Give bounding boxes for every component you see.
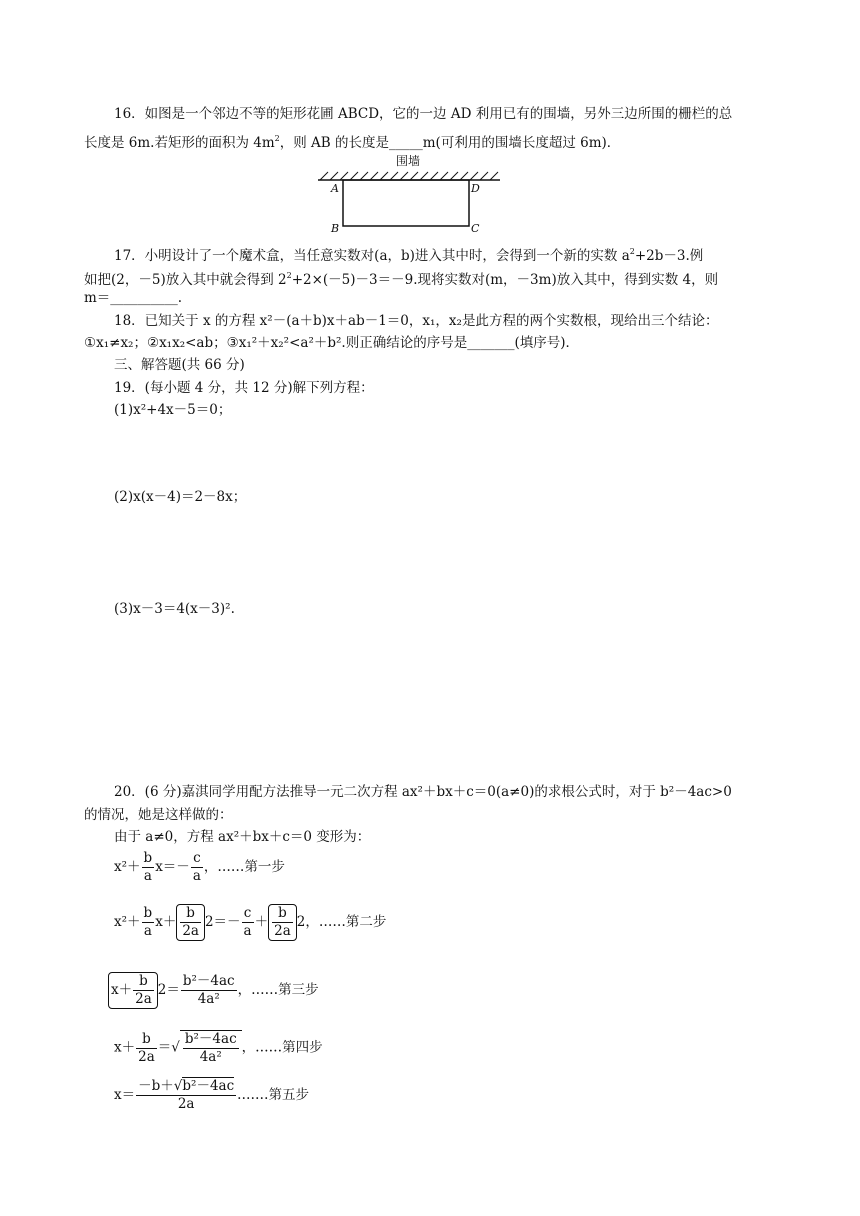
q16-text-b: ，则 AB 的长度是_____m(可利用的围墙长度超过 6m)． (279, 135, 621, 151)
step5-equation: x＝ $\frac{\text{－b＋√b²－4ac}}{2a}$ .……第五步 (114, 1078, 309, 1112)
q17-line2 (84, 266, 718, 290)
q16-line2 (84, 129, 620, 153)
step1-label: ……第一步 (217, 859, 285, 875)
step1-equation: x²＋ $\frac{b}{a}$ x＝－ $\frac{c}{a}$ ，……第一步 (114, 850, 285, 884)
q19-part3: (3)x－3＝4(x－3)². (114, 601, 235, 617)
q16-figure (310, 152, 510, 234)
q19-part1: (1)x²+4x－5＝0； (114, 402, 232, 418)
step2-label: ……第二步 (318, 914, 387, 930)
point-a-label: A (331, 182, 339, 195)
q17-text-d: +2×(－5)－3＝－9.现将实数对(m，－3m)放入其中，得到实数 4，则 (291, 272, 719, 288)
q19-heading: 19．(每小题 4 分，共 12 分)解下列方程： (114, 380, 374, 396)
q17-sup-2: 2 (286, 271, 292, 280)
section-heading: 三、解答题(共 66 分) (114, 357, 245, 373)
q17-line1 (114, 242, 703, 266)
q18-line1: 18．已知关于 x 的方程 x²－(a＋b)x＋ab－1＝0，x₁，x₂是此方程的两个实数根，现给出三个结论： (114, 313, 719, 329)
step4-equation: x＋ $\frac{b}{2a}$ ＝√ $\frac{\text{b²－4ac}}{\text{4a²}}$ ，……第四步 (114, 1030, 323, 1065)
point-c-label: C (471, 222, 480, 234)
step4-label: ……第四步 (255, 1039, 323, 1056)
q17-text-c: 如把(2，－5)放入其中就会得到 2 (84, 272, 287, 288)
point-d-label: D (471, 182, 480, 195)
q17-line3: m＝__________. (84, 290, 183, 306)
step2-equation: x²＋ $\frac{b}{a}$ x＋ $\frac{b}{2a}$ 2＝－ $\frac{c}{a}$ ＋ $\frac{b}{2a}$ 2，……第二步 (114, 905, 387, 939)
q16-sup: 2 (274, 134, 280, 143)
step3-equation: x＋ $\frac{b}{2a}$ 2＝ $\frac{\text{b²－4ac}}{\text{4a²}}$ ，……第三步 (108, 972, 319, 1009)
q20-line2: 的情况，她是这样做的： (84, 807, 233, 823)
q18-line2: ①x₁≠x₂；②x₁x₂<ab；③x₁²＋x₂²<a²＋b².则正确结论的序号是_______(填序号)． (84, 335, 579, 351)
q16-line1: 16．如图是一个邻边不等的矩形花圃 ABCD，它的一边 AD 利用已有的围墙，另外三边所围的栅栏的总 (114, 106, 733, 122)
rectangle-abcd (343, 180, 469, 226)
step3-label: ……第三步 (251, 982, 319, 998)
point-b-label: B (331, 222, 340, 234)
q20-line1: 20．(6 分)嘉淇同学用配方法推导一元二次方程 ax²＋bx＋c＝0(a≠0)的求根公式时，对于 b²－4ac>0 (114, 784, 732, 800)
q16-text-a: 长度是 6m.若矩形的面积为 4m (84, 135, 275, 151)
q17-text-b: +2b－3.例 (634, 248, 704, 264)
wall-label: 围墙 (396, 154, 421, 168)
q17-text-a: 17．小明设计了一个魔术盒，当任意实数对(a，b)进入其中时，会得到一个新的实数 a (114, 248, 630, 264)
q17-sup-1: 2 (629, 247, 635, 256)
step5-label: ……第五步 (241, 1087, 309, 1103)
q19-part2: (2)x(x－4)＝2－8x； (114, 489, 247, 505)
q20-line3: 由于 a≠0，方程 ax²＋bx＋c＝0 变形为： (114, 829, 371, 845)
